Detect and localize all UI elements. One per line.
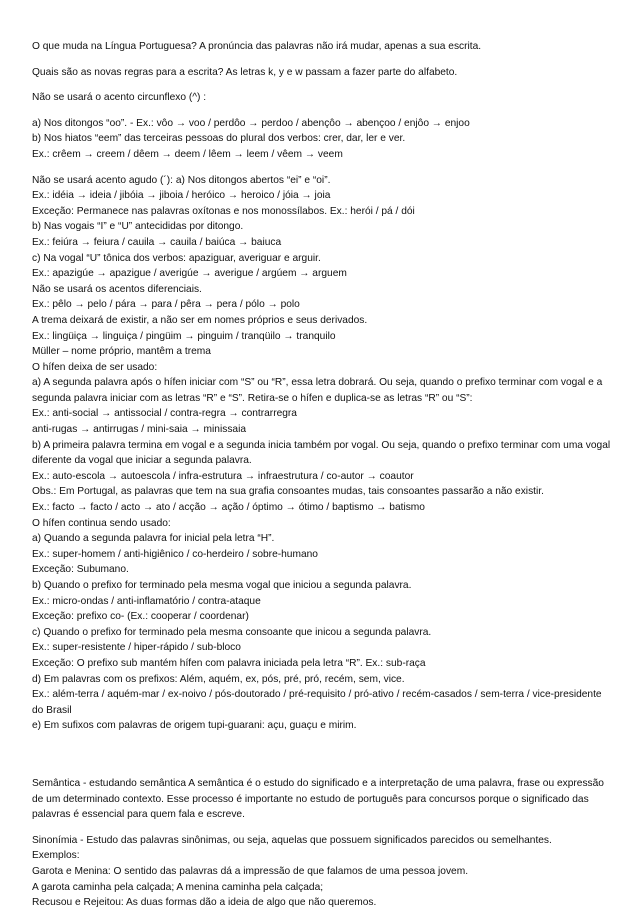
rule-line: Exceção: Subumano. (32, 564, 129, 576)
synonymy-line: Recusou e Rejeitou: As duas formas dão a ideia de algo que não queremos. (32, 897, 377, 909)
rule-line: Ex.: anti-social → antissocial / contra-regra → contrarregra (32, 408, 297, 420)
synonymy-line: Garota e Menina: O sentido das palavras dá a impressão de que falamos de uma pessoa jovem. (32, 865, 469, 877)
rule-line: Não se usará acento agudo (´): a) Nos ditongos abertos “ei” e “oi”. (32, 174, 331, 186)
circumflex-heading: Não se usará o acento circunflexo (^) : (32, 92, 207, 104)
rule-line: c) Quando o prefixo for terminado pela mesma consoante que inicou a segunda palavra. (32, 626, 432, 638)
rule-line: Exceção: O prefixo sub mantém hífen com palavra iniciada pela letra “R”. Ex.: sub-raça (32, 657, 426, 669)
document-body (32, 39, 612, 911)
rule-line: Exceção: Permanece nas palavras oxítonas e nos monossílabos. Ex.: herói / pá / dói (32, 205, 415, 217)
rule-line: anti-rugas → antirrugas / mini-saia → minissaia (32, 424, 247, 436)
synonymy-line: A garota caminha pela calçada; A menina caminha pela calçada; (32, 881, 324, 893)
rule-line: Ex.: além-terra / aquém-mar / ex-noivo / pós-doutorado / pré-requisito / pró-ativo / recém-casados / sem-terra / vice-presidente do Brasil (32, 689, 602, 716)
rule-line: Ex.: idéia → ideia / jibóia → jiboia / heróico → heroico / jóia → joia (32, 190, 331, 202)
rule-line: Ex.: pêlo → pelo / pára → para / pêra → pera / pólo → polo (32, 299, 300, 311)
rule-line: O hífen deixa de ser usado: (32, 361, 158, 373)
rule-line: Ex.: super-resistente / hiper-rápido / sub-bloco (32, 642, 241, 654)
rule-line: Ex.: micro-ondas / anti-inflamatório / contra-ataque (32, 595, 261, 607)
rule-line: O hífen continua sendo usado: (32, 517, 171, 529)
rule-line: a) Quando a segunda palavra for inicial pela letra “H”. (32, 533, 275, 545)
rule-line: Ex.: facto → facto / acto → ato / acção → ação / óptimo → ótimo / baptismo → batismo (32, 502, 425, 514)
circumflex-rule-b: b) Nos hiatos “eem” das terceiras pessoas do plural dos verbos: crer, dar, ler e ver. (32, 133, 406, 145)
rule-line: b) Nas vogais “I” e “U” antecididas por ditongo. (32, 221, 244, 233)
rule-line: e) Em sufixos com palavras de origem tupi-guarani: açu, guaçu e mirim. (32, 720, 357, 732)
circumflex-rule-a: a) Nos ditongos “oo”. - Ex.: vôo → voo / perdôo → perdoo / abençôo → abençoo / enjôo → enjoo (32, 117, 470, 129)
rule-line: Exceção: prefixo co- (Ex.: cooperar / coordenar) (32, 611, 249, 623)
rule-line: b) Quando o prefixo for terminado pela mesma vogal que iniciou a segunda palavra. (32, 580, 412, 591)
intro-question-2: Quais são as novas regras para a escrita? As letras k, y e w passam a fazer parte do alfabeto. (32, 66, 458, 78)
rule-line: c) Na vogal “U” tônica dos verbos: apaziguar, averiguar e arguir. (32, 252, 321, 264)
semantics-paragraph: Semântica - estudando semântica A semântica é o estudo do significado e a interpretação de uma palavra, frase ou expressão de um determinado contexto. Esse processo é importante no estudo de português para concursos porque o significado das palavras é essencial para quem fala e escreve. (32, 777, 604, 821)
rule-line: Obs.: Em Portugal, as palavras que tem na sua grafia consoantes mudas, tais consoantes passarão a não existir. (32, 486, 544, 498)
rule-line: Ex.: feiúra → feiura / cauila → cauila / baiúca → baiuca (32, 236, 282, 248)
rule-line: A trema deixará de existir, a não ser em nomes próprios e seus derivados. (32, 314, 368, 326)
rule-line: a) A segunda palavra após o hífen iniciar com “S” ou “R”, essa letra dobrará. Ou seja, quando o prefixo terminar com vogal e a segunda palavra iniciar com as letras “R” e “S”. Retira-se o hífen e duplica-se as letras “R” ou “S”: (32, 377, 603, 404)
intro-question-1: O que muda na Língua Portuguesa? A pronúncia das palavras não irá mudar, apenas a sua escrita. (32, 41, 482, 52)
rule-line: d) Em palavras com os prefixos: Além, aquém, ex, pós, pré, pró, recém, sem, vice. (32, 673, 405, 685)
rule-line: Ex.: auto-escola → autoescola / infra-estrutura → infraestrutura / co-autor → coautor (32, 470, 414, 482)
synonymy-line: Sinonímia - Estudo das palavras sinônimas, ou seja, aquelas que possuem significados parecidos ou semelhantes. (32, 834, 552, 846)
rule-line: b) A primeira palavra termina em vogal e a segunda inicia também por vogal. Ou seja, quando o prefixo terminar com uma vogal diferente da vogal que iniciar a segunda palavra. (32, 439, 611, 467)
rule-line: Ex.: apazigúe → apazigue / averigúe → averigue / argúem → arguem (32, 268, 347, 280)
rule-line: Não se usará os acentos diferenciais. (32, 283, 202, 295)
synonymy-line: Exemplos: (32, 850, 80, 862)
rule-line: Müller – nome próprio, mantêm a trema (32, 346, 211, 358)
rule-line: Ex.: super-homem / anti-higiênico / co-herdeiro / sobre-humano (32, 548, 318, 560)
circumflex-example: Ex.: crêem → creem / dêem → deem / lêem → leem / vêem → veem (32, 148, 343, 160)
rule-line: Ex.: lingüiça → linguiça / pingüim → pinguim / tranqüilo → tranquilo (32, 330, 336, 342)
